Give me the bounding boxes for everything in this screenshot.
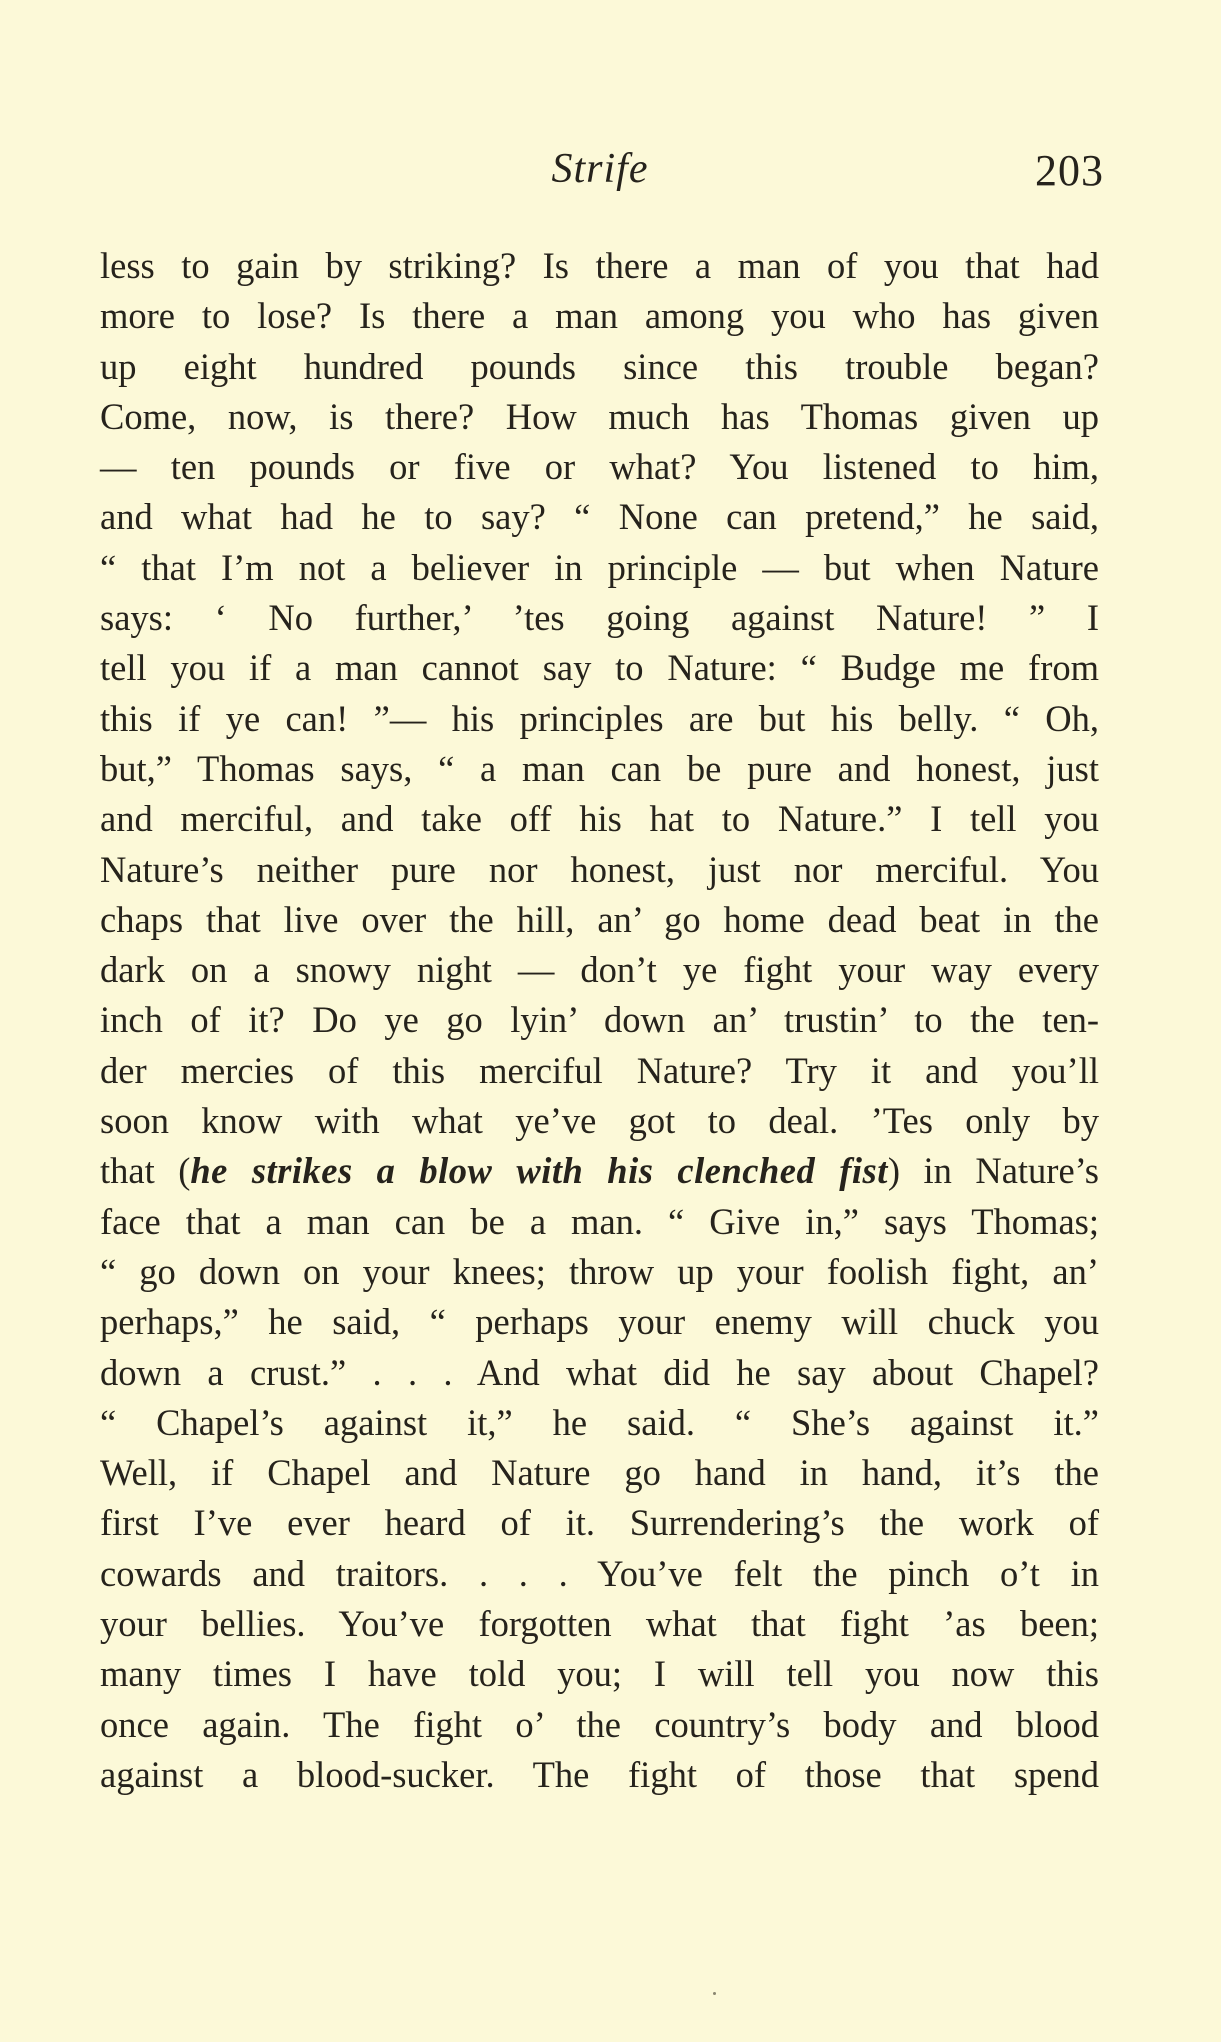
text-line: Nature’s neither pure nor honest, just nor merciful. You: [100, 848, 1099, 890]
line-part-after: ) in Nature’s: [887, 1150, 1100, 1192]
text-line: der mercies of this merciful Nature? Try it and you’ll: [100, 1049, 1099, 1091]
paper-speck: [713, 1992, 716, 1995]
text-line: face that a man can be a man. “ Give in,” says Thomas;: [100, 1200, 1099, 1242]
text-line: against a blood-sucker. The fight of those that spend: [100, 1753, 1099, 1795]
text-line: chaps that live over the hill, an’ go home dead beat in the: [100, 898, 1099, 940]
text-line: inch of it? Do ye go lyin’ down an’ trustin’ to the ten-: [100, 999, 1099, 1041]
line-part-before: that (: [100, 1150, 191, 1192]
text-line: Well, if Chapel and Nature go hand in hand, it’s the: [100, 1452, 1099, 1494]
text-line: many times I have told you; I will tell you now this: [100, 1653, 1099, 1695]
text-line: dark on a snowy night — don’t ye fight your way every: [100, 949, 1099, 991]
text-line: more to lose? Is there a man among you who has given: [100, 295, 1099, 337]
text-line: once again. The fight o’ the country’s body and blood: [100, 1703, 1099, 1745]
stage-direction: he strikes a blow with his clenched fist: [190, 1150, 888, 1192]
text-line: soon know with what ye’ve got to deal. ’Tes only by: [100, 1100, 1099, 1142]
text-line: cowards and traitors. . . . You’ve felt the pinch o’t in: [100, 1552, 1099, 1594]
text-line: Come, now, is there? How much has Thomas given up: [100, 395, 1099, 437]
running-title: Strife: [551, 146, 649, 192]
text-line: and what had he to say? “ None can pretend,” he said,: [100, 496, 1099, 538]
text-line: “ that I’m not a believer in principle — but when Nature: [100, 546, 1099, 588]
text-line: and merciful, and take off his hat to Nature.” I tell you: [100, 798, 1099, 840]
text-line: “ Chapel’s against it,” he said. “ She’s against it.”: [100, 1401, 1099, 1443]
body-text: [100, 241, 1099, 1800]
text-line: perhaps,” he said, “ perhaps your enemy will chuck you: [100, 1301, 1099, 1343]
text-line: less to gain by striking? Is there a man of you that had: [100, 245, 1099, 286]
page-number: 203: [1035, 146, 1104, 195]
text-line: first I’ve ever heard of it. Surrendering’s the work of: [100, 1502, 1099, 1544]
text-line: tell you if a man cannot say to Nature: “ Budge me from: [100, 647, 1099, 689]
text-line: your bellies. You’ve forgotten what that fight ’as been;: [100, 1603, 1099, 1645]
text-line: up eight hundred pounds since this trouble began?: [100, 345, 1099, 387]
text-line: this if ye can! ”— his principles are but his belly. “ Oh,: [100, 697, 1099, 739]
text-line: says: ‘ No further,’ ’tes going against Nature! ” I: [100, 597, 1099, 639]
text-line: down a crust.” . . . And what did he say about Chapel?: [100, 1351, 1099, 1393]
running-head: [100, 145, 1104, 205]
text-line: — ten pounds or five or what? You listened to him,: [100, 446, 1099, 488]
text-line: but,” Thomas says, “ a man can be pure and honest, just: [100, 747, 1099, 789]
text-line-with-stage-direction: [100, 1146, 1099, 1196]
text-line: “ go down on your knees; throw up your foolish fight, an’: [100, 1250, 1099, 1292]
